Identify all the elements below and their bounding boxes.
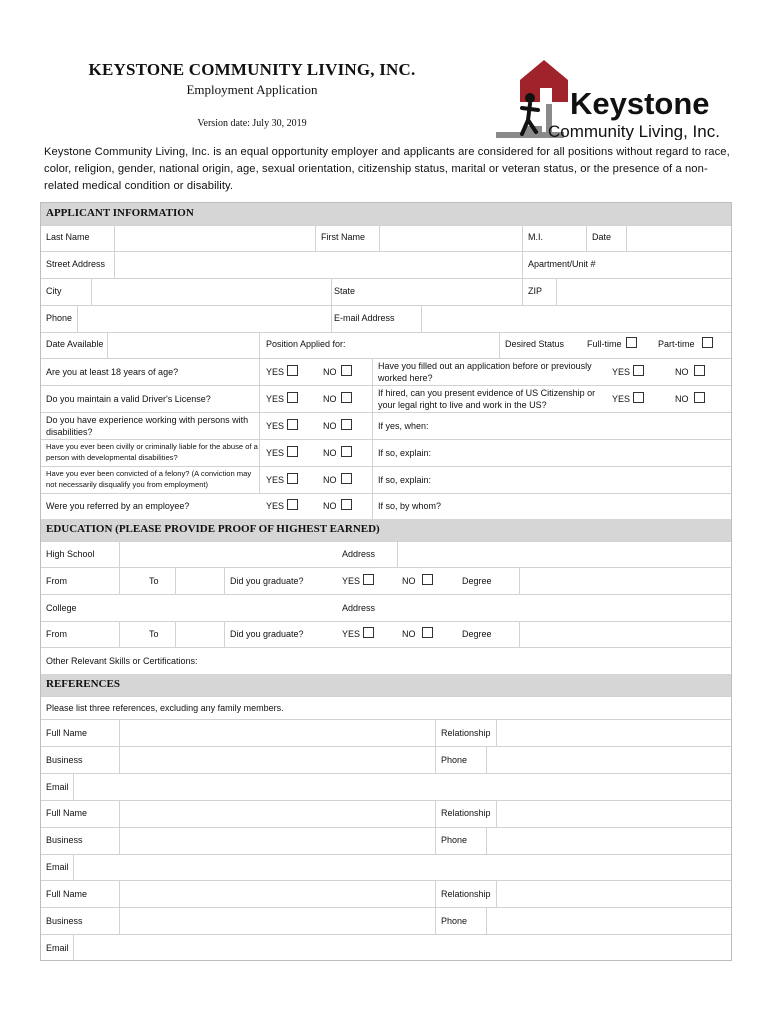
high-school-no-checkbox[interactable] — [422, 574, 433, 585]
reference-2-business-label: Business — [46, 835, 83, 845]
abuse-explain-label: If so, explain: — [378, 448, 432, 458]
college-degree-label: Degree — [462, 629, 492, 639]
references-note: Please list three references, excluding any family members. — [46, 703, 284, 713]
first-name-label: First Name — [321, 232, 366, 242]
full-time-checkbox[interactable] — [626, 337, 637, 348]
high-school-label: High School — [46, 549, 95, 559]
svg-text:Community Living, Inc.: Community Living, Inc. — [548, 122, 720, 140]
mi-label: M.I. — [528, 232, 543, 242]
reference-1-email-label: Email — [46, 782, 69, 792]
applicant-information-header: APPLICANT INFORMATION — [41, 203, 731, 225]
previous-application-question: Have you filled out an application before or previously worked here? — [378, 361, 592, 383]
application-form: APPLICANT INFORMATION Last Name First Name M.I. Date Street Address Apartment/Unit # City State ZIP Phone E-mail Address Date Available Position Applied for: Desired Status Full-time Part-time Are you at least 18 years of age? YES NO Have you filled out an application before or previously worked here? YES NO Do you maintain a valid Driver's License? YES NO If hired, can you present evidence of US Citizenship or your legal right to live and work in the US? YES NO Do you have experience working with persons with disabilities? YES NO If yes, when: Have you ever been civilly or criminally liable for the abuse of a person with developmental disabilities? YES NO If so, explain: Have you ever been convicted of a felony? (A conviction may not necessarily disqualify you from employment) YES NO If so, explain: Were you referred by an employee? YES NO If so, by whom? EDUCATION (PLEASE PROVIDE PROOF OF HIGHEST EARNED) High School Address From To Did you graduate? YES NO Degree College Address From To Did you graduate? YES NO Degree Other Relevant Skills or Certifications: REFERENCES Please list three references, excluding any family members. Full Name Relationship Business Phone Email Full Name Relationship Business Phone Email Full Name Relationship Business Phone Email — [40, 202, 732, 961]
reference-3-phone-label: Phone — [441, 916, 468, 926]
version-date: Version date: July 30, 2019 — [197, 118, 307, 129]
college-no-checkbox[interactable] — [422, 627, 433, 638]
referral-no-checkbox[interactable] — [341, 499, 352, 510]
college-from-label: From — [46, 629, 67, 639]
felony-yes-checkbox[interactable] — [287, 473, 298, 484]
disabilities-no-checkbox[interactable] — [341, 419, 352, 430]
college-label: College — [46, 603, 77, 613]
city-label: City — [46, 286, 62, 296]
felony-no-checkbox[interactable] — [341, 473, 352, 484]
previous-yes-checkbox[interactable] — [633, 365, 644, 376]
high-school-address-label: Address — [342, 549, 376, 559]
abuse-yes-checkbox[interactable] — [287, 446, 298, 457]
age-yes-checkbox[interactable] — [287, 365, 298, 376]
phone-label: Phone — [46, 313, 73, 323]
last-name-label: Last Name — [46, 232, 90, 242]
high-school-graduate-label: Did you graduate? — [230, 576, 304, 586]
disabilities-question: Do you have experience working with persons with disabilities? — [46, 415, 249, 437]
organization-title: KEYSTONE COMMUNITY LIVING, INC. — [88, 60, 416, 79]
high-school-from-label: From — [46, 576, 67, 586]
felony-explain-label: If so, explain: — [378, 475, 432, 485]
reference-1-phone-label: Phone — [441, 755, 468, 765]
references-header: REFERENCES — [41, 674, 731, 696]
reference-1-business-label: Business — [46, 755, 83, 765]
position-applied-label: Position Applied for: — [266, 339, 346, 349]
street-address-label: Street Address — [46, 259, 106, 269]
reference-1-relationship-label: Relationship — [441, 728, 491, 738]
date-available-label: Date Available — [46, 339, 104, 349]
date-label: Date — [592, 232, 612, 242]
zip-label: ZIP — [528, 286, 543, 296]
reference-3-relationship-label: Relationship — [441, 889, 491, 899]
license-no-checkbox[interactable] — [341, 392, 352, 403]
part-time-label: Part-time — [658, 339, 695, 349]
reference-1-full-name-label: Full Name — [46, 728, 88, 738]
age-no-checkbox[interactable] — [341, 365, 352, 376]
education-header: EDUCATION (PLEASE PROVIDE PROOF OF HIGHEST EARNED) — [41, 519, 731, 541]
document-title: Employment Application — [186, 82, 318, 97]
reference-2-email-label: Email — [46, 862, 69, 872]
high-school-yes-checkbox[interactable] — [363, 574, 374, 585]
license-yes-checkbox[interactable] — [287, 392, 298, 403]
referral-question: Were you referred by an employee? — [46, 501, 190, 511]
keystone-logo — [494, 58, 730, 140]
reference-3-email-label: Email — [46, 943, 69, 953]
reference-2-phone-label: Phone — [441, 835, 468, 845]
equal-opportunity-statement: Keystone Community Living, Inc. is an equal opportunity employer and applicants are considered for all positions without regard to race, color, religion, gender, national origin, age, sexual orientation, citizenship status, marital or veteran status, or the presence of a non-related medical condition or disability. — [44, 146, 730, 192]
college-yes-checkbox[interactable] — [363, 627, 374, 638]
citizenship-no-checkbox[interactable] — [694, 392, 705, 403]
college-address-label: Address — [342, 603, 376, 613]
reference-2-full-name-label: Full Name — [46, 808, 88, 818]
state-label: State — [334, 286, 356, 296]
college-to-label: To — [149, 629, 159, 639]
reference-3-business-label: Business — [46, 916, 83, 926]
previous-no-checkbox[interactable] — [694, 365, 705, 376]
svg-text:Keystone: Keystone — [570, 86, 710, 121]
citizenship-yes-checkbox[interactable] — [633, 392, 644, 403]
abuse-question: Have you ever been civilly or criminally liable for the abuse of a person with developmental disabilities? — [46, 442, 258, 462]
disabilities-yes-checkbox[interactable] — [287, 419, 298, 430]
apartment-label: Apartment/Unit # — [528, 259, 596, 269]
part-time-checkbox[interactable] — [702, 337, 713, 348]
abuse-no-checkbox[interactable] — [341, 446, 352, 457]
referral-whom-label: If so, by whom? — [378, 501, 442, 511]
high-school-degree-label: Degree — [462, 576, 492, 586]
age-question: Are you at least 18 years of age? — [46, 367, 179, 377]
email-address-label: E-mail Address — [334, 313, 395, 323]
college-graduate-label: Did you graduate? — [230, 629, 304, 639]
felony-question: Have you ever been convicted of a felony? (A conviction may not necessarily disqualify you from employment) — [46, 469, 252, 489]
desired-status-label: Desired Status — [505, 339, 565, 349]
referral-yes-checkbox[interactable] — [287, 499, 298, 510]
reference-3-full-name-label: Full Name — [46, 889, 88, 899]
other-skills-label: Other Relevant Skills or Certifications: — [46, 656, 198, 666]
reference-2-relationship-label: Relationship — [441, 808, 491, 818]
full-time-label: Full-time — [587, 339, 622, 349]
license-question: Do you maintain a valid Driver's License? — [46, 394, 211, 404]
if-yes-when-label: If yes, when: — [378, 421, 429, 431]
citizenship-question: If hired, can you present evidence of US Citizenship or your legal right to live and work in the US? — [378, 388, 596, 410]
high-school-to-label: To — [149, 576, 159, 586]
